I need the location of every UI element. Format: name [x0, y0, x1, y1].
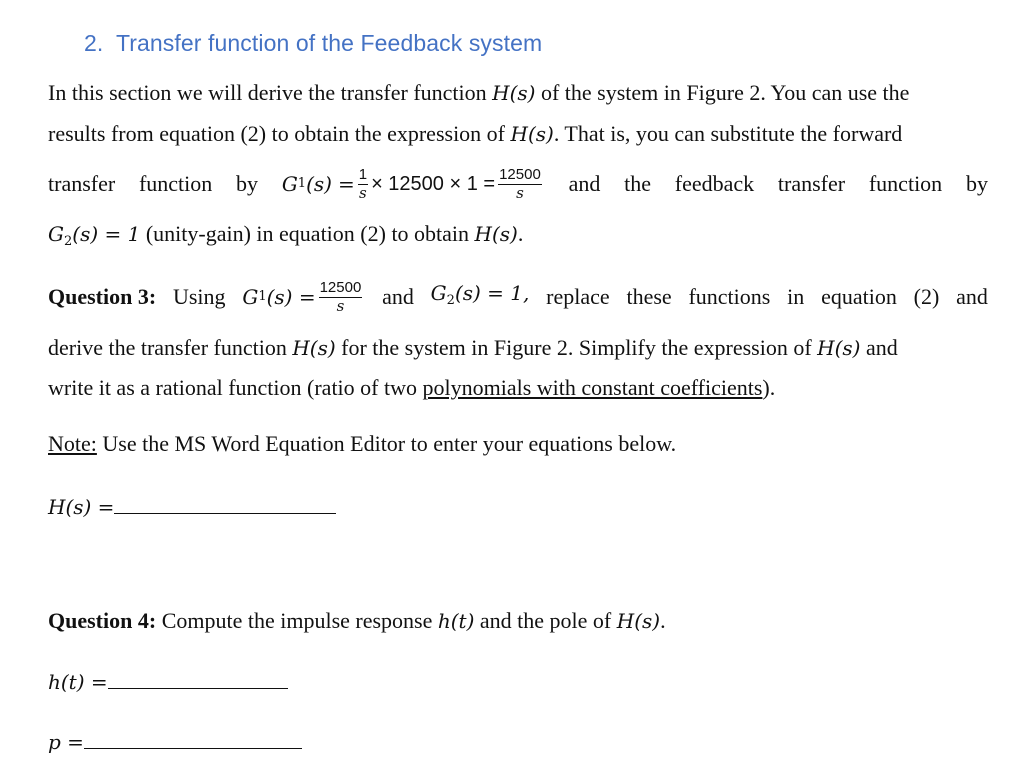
intro-word: and — [568, 171, 601, 196]
fraction-1-over-s: $\frac{1}{s}$ — [358, 166, 368, 202]
note-text: Use the MS Word Equation Editor to enter your equations below. — [96, 431, 677, 456]
answer-hs-label: H(s) = — [48, 495, 115, 519]
equation-q3-g1: G 1 (s) = $\frac{12500}{s}$ — [242, 279, 362, 315]
intro-line-1 — [48, 78, 988, 108]
intro-text: results from equation (2) to obtain the expression of — [48, 121, 506, 146]
intro-word: transfer — [48, 171, 116, 196]
intro-word: function — [868, 171, 943, 196]
underlined-phrase: polynomials with constant coefficients — [422, 375, 763, 400]
answer-ht-label: h(t) = — [48, 670, 108, 694]
section-title: Transfer function of the Feedback system — [115, 30, 543, 56]
intro-word: transfer — [777, 171, 846, 196]
section-number: 2. — [84, 30, 104, 56]
answer-ht-blank[interactable] — [108, 670, 288, 689]
intro-word: by — [965, 171, 988, 196]
note-label: Note: — [48, 431, 97, 456]
intro-text: . That is, you can substitute the forward — [553, 121, 903, 146]
intro-word: the — [624, 171, 651, 196]
answer-hs-blank[interactable] — [114, 495, 336, 514]
intro-word: feedback — [674, 171, 755, 196]
fraction-12500-over-s: $\frac{12500}{s}$ — [499, 166, 541, 202]
equation-g1: G 1 (s) = $\frac{1}{s}$ × 12500 × 1 = $\frac{12500}{s}$ — [281, 166, 541, 202]
intro-line-4: $G_2(s) = 1$ (unity-gain) in equation (2) to obtain H(s). — [48, 221, 524, 249]
question3-line-1: Question 3: Using G 1 (s) = $\frac{12500}{s}$ and $G_2(s) = 1$, replace these functions in equation (2) and — [48, 279, 988, 315]
intro-line-2 — [48, 119, 988, 149]
section-heading — [84, 30, 542, 57]
question3-line-2: derive the transfer function H(s) for the system in Figure 2. Simplify the expression of H(s) and — [48, 335, 898, 360]
fraction-12500-over-s: $\frac{12500}{s}$ — [319, 279, 362, 315]
answer-p — [48, 727, 302, 757]
question4-line: Question 4: Compute the impulse response h(t) and the pole of H(s). — [48, 608, 666, 633]
question3-label: Question 3: — [48, 284, 157, 309]
intro-text: of the system in Figure 2. You can use the — [540, 80, 910, 105]
math-hs: H(s) — [492, 81, 536, 105]
intro-text: (unity-gain) in equation (2) to obtain — [145, 221, 470, 246]
equation-q3-g2: $G_2(s) = 1$, — [430, 281, 530, 308]
math-hs: H(s) — [510, 122, 554, 146]
intro-word: function — [138, 171, 213, 196]
answer-p-blank[interactable] — [84, 730, 302, 749]
answer-p-label: p = — [48, 730, 84, 754]
intro-text: In this section we will derive the transfer function — [48, 80, 487, 105]
intro-word: by — [236, 171, 259, 196]
question4-label: Question 4: — [48, 608, 157, 633]
note-line — [48, 429, 988, 459]
answer-hs — [48, 492, 336, 522]
answer-ht — [48, 667, 288, 697]
question3-line-3: write it as a rational function (ratio of two polynomials with constant coefficients). — [48, 375, 776, 400]
intro-line-3 — [48, 165, 988, 203]
